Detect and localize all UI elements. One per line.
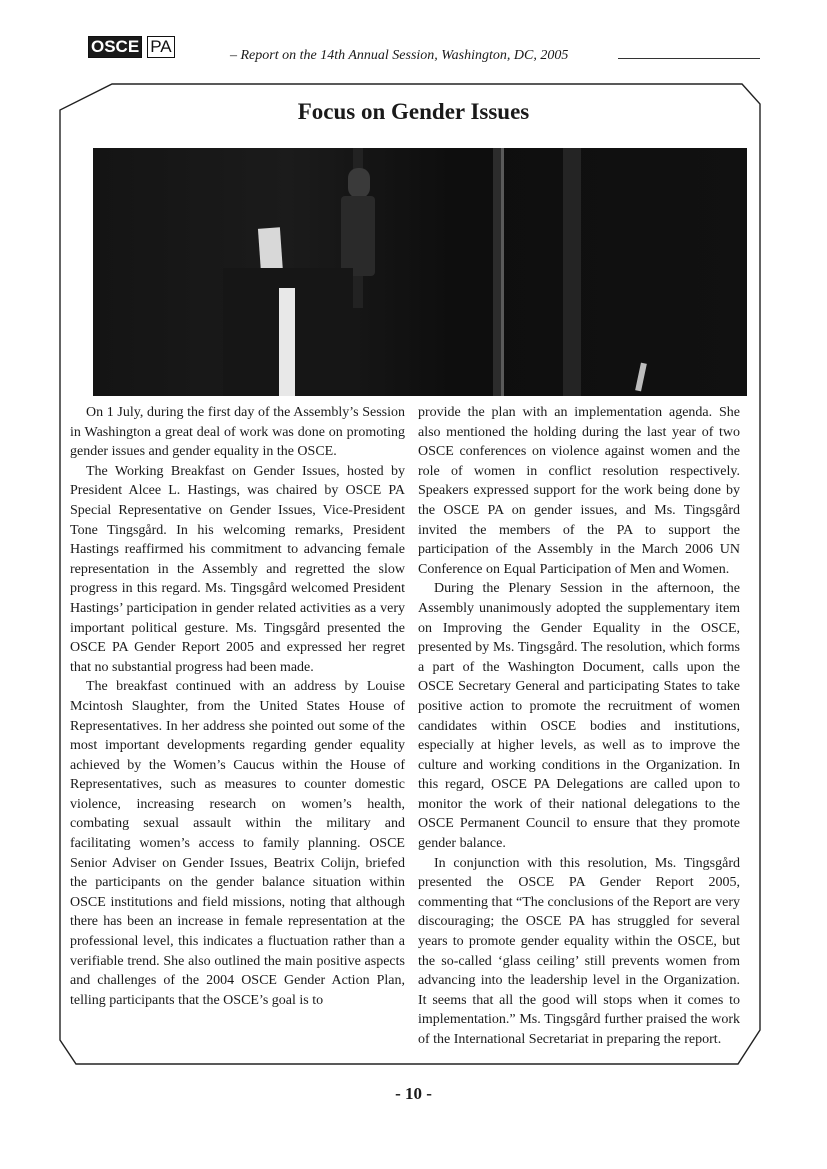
paragraph: During the Plenary Session in the afternoon, the Assembly unanimously adopted the supplementary item on Improving the Gender Equality in the OSCE, presented by Ms. Tingsgård. The resolution, which forms a part of the Washington Document, calls upon the OSCE Secretary General and participating States to take positive action to promote the recruitment of women candidates within OSCE bodies and institutions, especially at higher levels, as well as to improve the culture and working conditions in the Organization. In this regard, OSCE PA Delegations are called upon to monitor the work of their national delegations to the OSCE Permanent Council to ensure that they promote gender balance.	[418, 581, 740, 852]
session-photo	[93, 148, 747, 396]
article-title: Focus on Gender Issues	[297, 99, 530, 124]
header-rule	[618, 58, 760, 59]
paragraph: The breakfast continued with an address by Louise Mcintosh Slaughter, from the United States House of Representatives. In her address she pointed out some of the most important developments regarding gender equality achieved by the Women’s Caucus within the House of Representatives, such as measures to counter domestic violence, increasing research on women’s health, combating sexual assault within the military and facilitating women’s access to family planning. OSCE Senior Adviser on Gender Issues, Beatrix Colijn, briefed the participants on the gender balance situation within OSCE institutions and field missions, noting that although there has been an increase in female representation at the professional level, this indicates a fluctuation rather than a verifiable trend. She also outlined the main positive aspects and challenges of the 2004 OSCE Gender Action Plan, telling participants that the OSCE’s goal is to	[70, 679, 405, 1008]
paragraph: The Working Breakfast on Gender Issues, hosted by President Alcee L. Hastings, was chaired by OSCE PA Special Representative on Gender Issues, Vice-President Tone Tingsgård. In his welcoming remarks, President Hastings reaffirmed his commitment to advancing female representation in the Assembly and regretted the slow progress in this regard. Ms. Tingsgård welcomed President Hastings’ participation in gender related activities as a very important political gesture. Ms. Tingsgård presented the OSCE PA Gender Report 2005 and expressed her regret that no substantial progress had been made.	[70, 463, 405, 675]
article-right-column	[418, 403, 740, 1050]
paragraph: provide the plan with an implementation agenda. She also mentioned the holding during the last year of two OSCE conferences on violence against women and the role of women in conflict resolution respectively. Speakers expressed support for the work being done by the OSCE PA on gender issues, and Ms. Tingsgård invited the members of the PA to support the participation of the Assembly in the March 2006 UN Conference on Equal Participation of Men and Women.	[418, 405, 740, 577]
article-left-column	[70, 403, 405, 1010]
logo-osce: OSCE	[88, 36, 142, 58]
page-header	[88, 36, 768, 66]
logo-pa: PA	[147, 36, 174, 58]
page-number: - 10 -	[395, 1084, 432, 1103]
paragraph: In conjunction with this resolution, Ms. Tingsgård presented the OSCE PA Gender Report 2005, commenting that “The conclusions of the Report are very discouraging; the OSCE PA has struggled for several years to promote gender equality within the OSCE, but the so-called ‘glass ceiling’ still prevents women from advancing into the leadership level in the Organization. It seems that all the good will stops when it comes to implementation.” Ms. Tingsgård further praised the work of the International Secretariat in preparing the report.	[418, 855, 740, 1047]
running-header-title: – Report on the 14th Annual Session, Washington, DC, 2005	[230, 48, 569, 63]
osce-pa-logo	[88, 36, 176, 58]
paragraph: On 1 July, during the first day of the Assembly’s Session in Washington a great deal of work was done on promoting gender issues and gender equality in the OSCE.	[70, 405, 405, 460]
